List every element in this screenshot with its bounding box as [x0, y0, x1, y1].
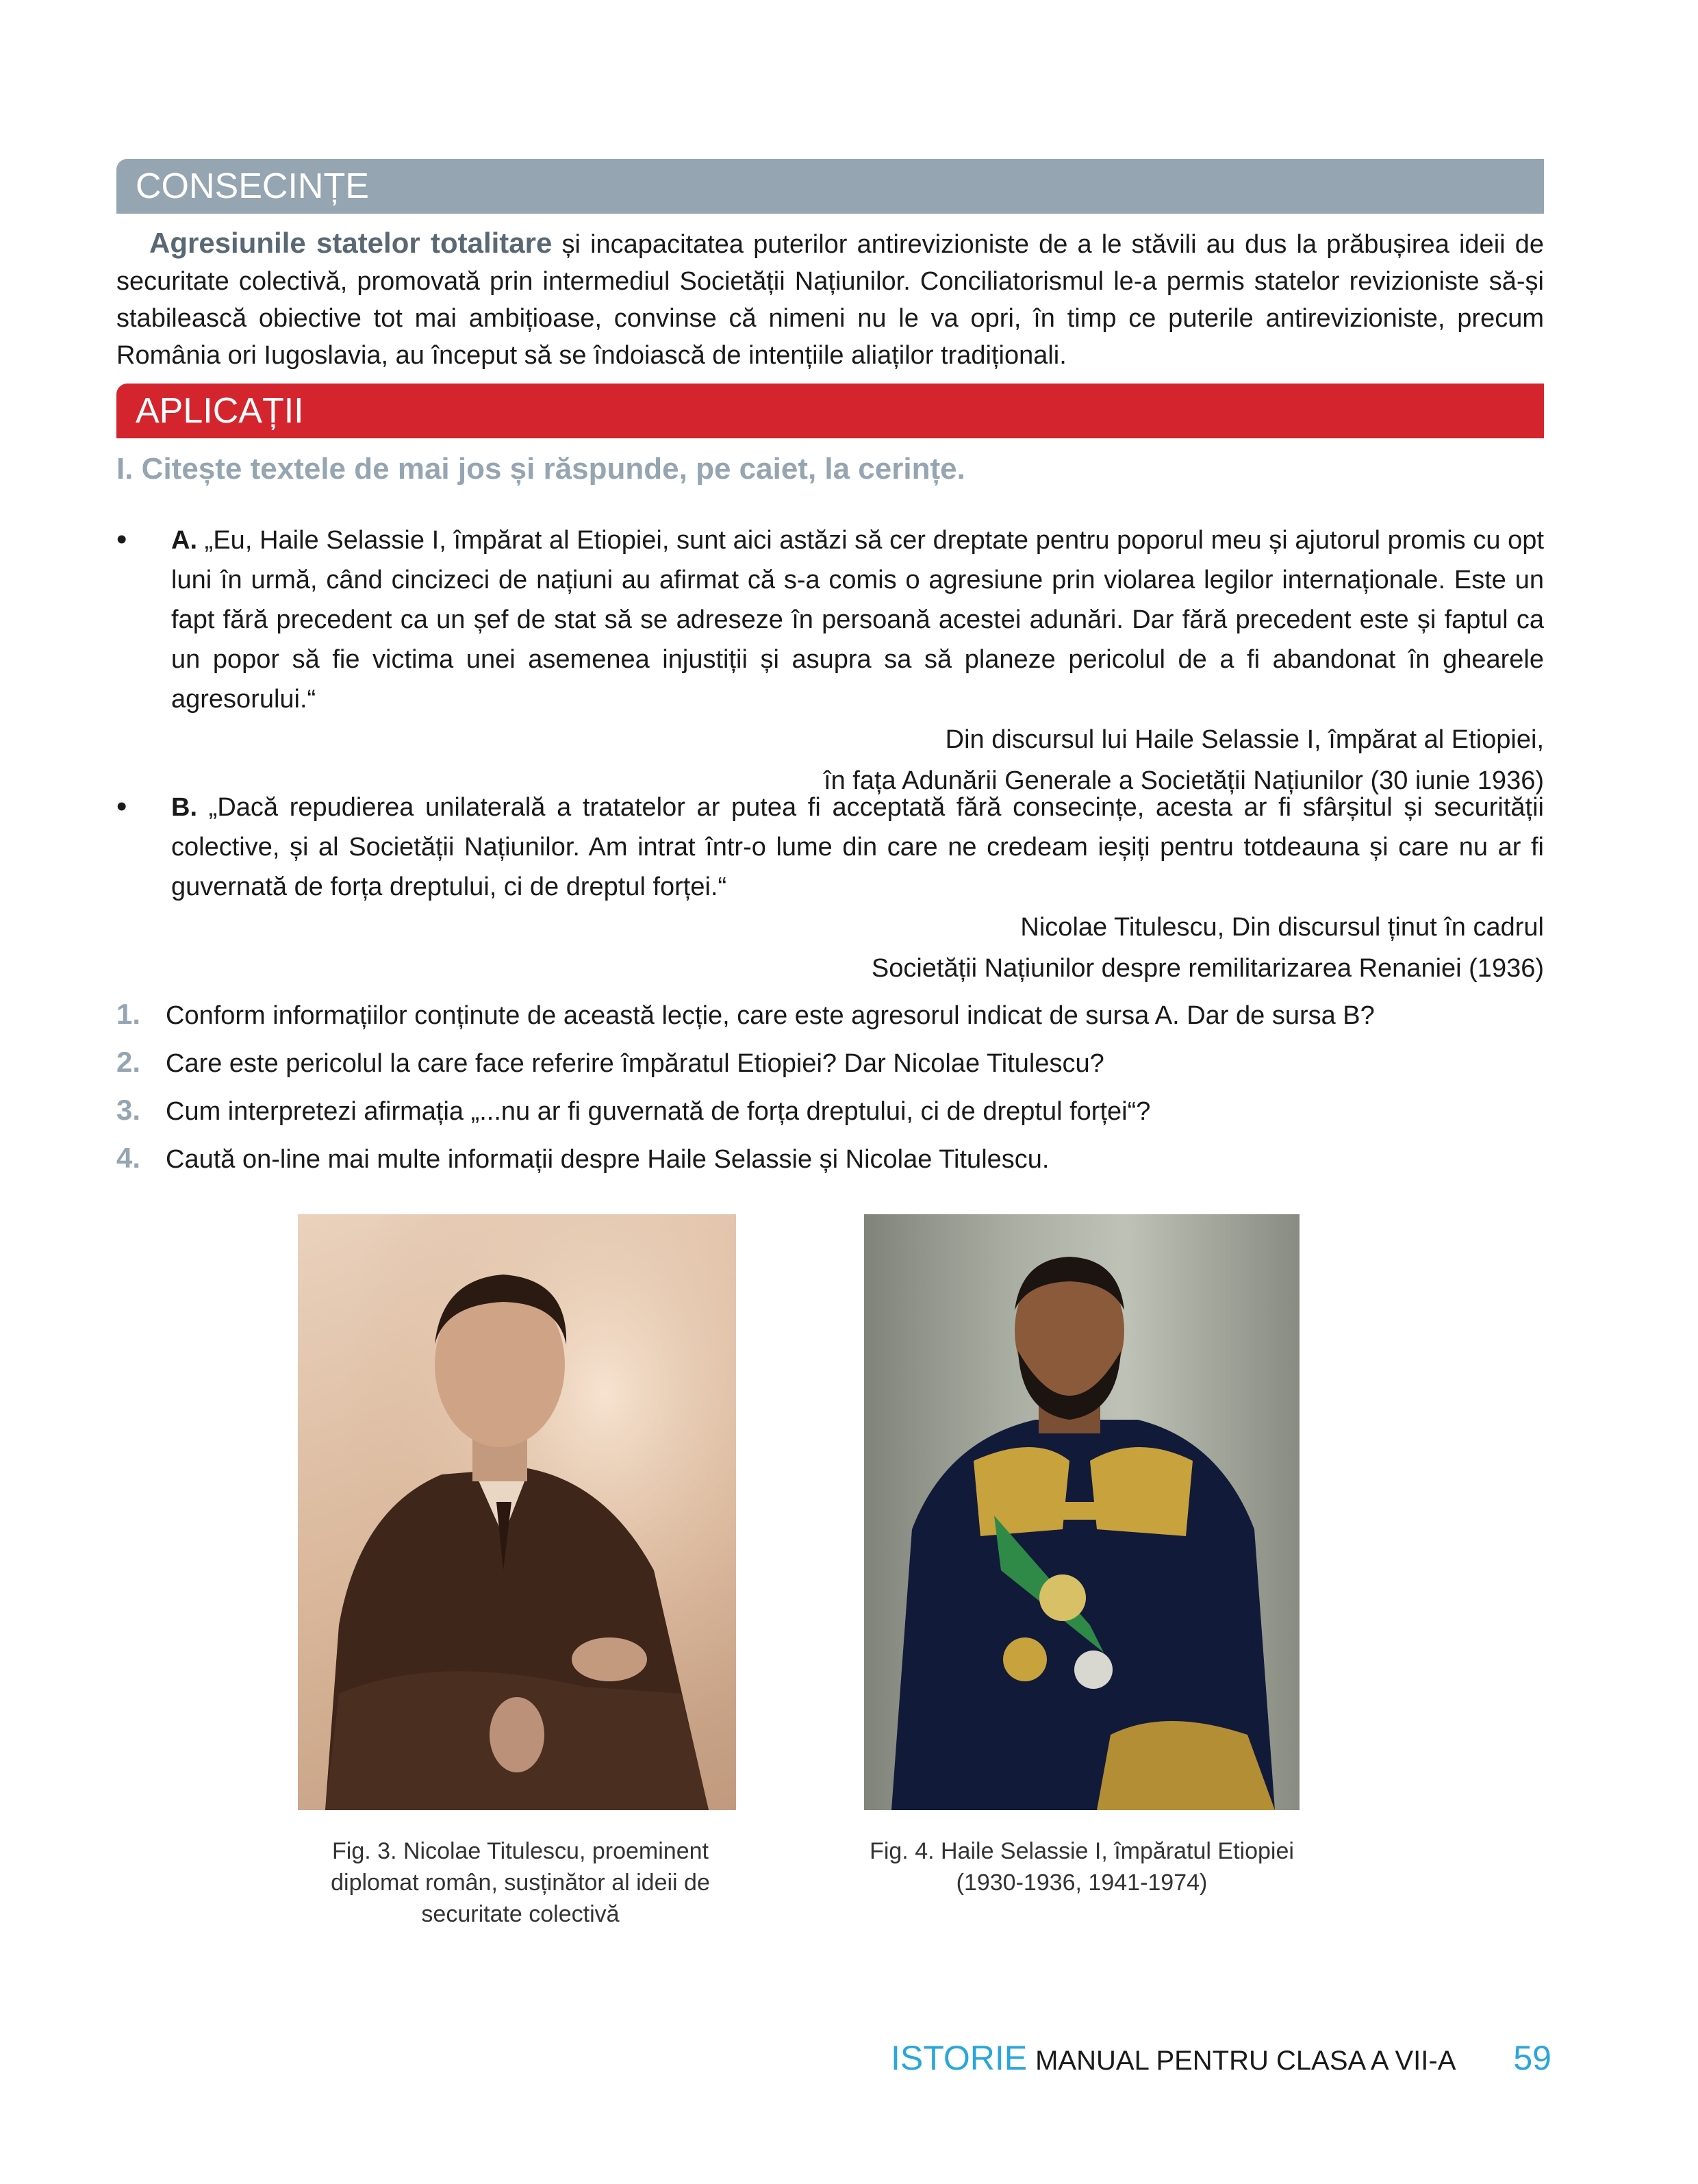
paragraph-body: și incapacitatea puterilor antirevizioniste de a le stăvili au dus la prăbușirea ideii de securitate colectivă, promovată prin intermediul Societății Națiunilor. Conciliatorismul le-a permis statelor revizioniste să-și stabilească obiective tot mai ambițioase, convinse că nimeni nu le va opri, în timp ce puterile antirevizioniste, precum România ori Iugoslavia, au început să se îndoiască de intențiile aliaților tradiționali. — [116, 230, 1544, 370]
section-title: CONSECINȚE — [136, 166, 369, 206]
footer-subject: ISTORIE — [890, 2039, 1028, 2077]
titulescu-portrait-photo — [298, 1214, 736, 1810]
source-a — [116, 520, 1544, 801]
caption-line: Fig. 4. Haile Selassie I, împăratul Etiopiei — [870, 1838, 1294, 1864]
source-b — [116, 788, 1544, 989]
selassie-portrait-photo — [864, 1214, 1300, 1810]
caption-line: Fig. 3. Nicolae Titulescu, proeminent — [332, 1838, 709, 1864]
source-quote — [171, 788, 1544, 907]
page-number: 59 — [1513, 2039, 1551, 2077]
source-attribution: în fața Adunării Generale a Societății Națiunilor (30 iunie 1936) — [824, 766, 1544, 795]
source-label: A. — [171, 526, 197, 555]
caption-line: securitate colectivă — [421, 1901, 620, 1927]
section-title: APLICAȚII — [136, 391, 304, 431]
source-label: B. — [171, 793, 197, 822]
source-attribution: Nicolae Titulescu, Din discursul ținut în cadrul — [1020, 913, 1544, 942]
section-header-aplicatii — [116, 384, 1544, 438]
caption-line: (1930-1936, 1941-1974) — [956, 1870, 1208, 1896]
bullet-marker: • — [116, 523, 127, 556]
task-heading: I. Citește textele de mai jos și răspunde, pe caiet, la cerințe. — [116, 452, 965, 486]
question-number: 4. — [116, 1142, 141, 1174]
page-footer — [891, 2037, 1551, 2081]
question-text: Conform informațiilor conținute de această lecție, care este agresorul indicat de sursa A. Dar de sursa B? — [166, 1001, 1375, 1030]
question-item — [116, 1134, 1544, 1182]
question-number: 3. — [116, 1094, 141, 1126]
question-item — [116, 1086, 1544, 1134]
consecinte-paragraph — [116, 225, 1544, 374]
caption-line: diplomat român, susținător al ideii de — [331, 1870, 710, 1896]
question-number: 2. — [116, 1046, 141, 1078]
question-number: 1. — [116, 998, 141, 1030]
figure-caption — [301, 1835, 739, 1930]
figure-caption — [849, 1835, 1315, 1898]
source-text: „Dacă repudierea unilaterală a tratatelor ar putea fi acceptată fără consecințe, acesta ar fi sfârșitul și securității colective, și al Societății Națiunilor. Am intrat într-o lume din care ne credeam ieșiți pentru totdeauna și care nu ar fi guvernată de forța dreptului, ci de dreptul forței.“ — [171, 793, 1544, 901]
question-text: Cum interpretezi afirmația „...nu ar fi guvernată de forța dreptului, ci de dreptul forței“? — [166, 1097, 1151, 1126]
question-text: Caută on-line mai multe informații despre Haile Selassie și Nicolae Titulescu. — [166, 1145, 1050, 1174]
source-text: „Eu, Haile Selassie I, împărat al Etiopiei, sunt aici astăzi să cer dreptate pentru poporul meu și ajutorul promis cu opt luni în urmă, când cincizeci de națiuni au afirmat că s-a comis o agresiune prin violarea legilor internaționale. Este un fapt fără precedent ca un șef de stat să se adreseze în persoană acestei adunări. Dar fără precedent este și faptul ca un popor să fie victima unei asemenea injustiții și asupra sa să planeze pericolul de a fi abandonat în ghearele agresorului.“ — [171, 526, 1544, 714]
source-quote — [171, 520, 1544, 719]
titulescu-portrait-illustration — [298, 1214, 736, 1810]
question-text: Care este pericolul la care face referire împăratul Etiopiei? Dar Nicolae Titulescu? — [166, 1049, 1104, 1078]
question-item — [116, 1038, 1544, 1086]
selassie-portrait-illustration — [864, 1214, 1300, 1810]
footer-manual-title: MANUAL PENTRU CLASA A VII-A — [1035, 2046, 1456, 2076]
source-attribution: Societății Națiunilor despre remilitarizarea Renaniei (1936) — [871, 954, 1544, 983]
question-item — [116, 990, 1544, 1038]
bullet-marker: • — [116, 790, 127, 823]
section-header-consecinte — [116, 159, 1544, 214]
source-attribution: Din discursul lui Haile Selassie I, împărat al Etiopiei, — [945, 725, 1544, 754]
paragraph-lead: Agresiunile statelor totalitare — [149, 227, 553, 259]
question-list — [116, 990, 1544, 1182]
